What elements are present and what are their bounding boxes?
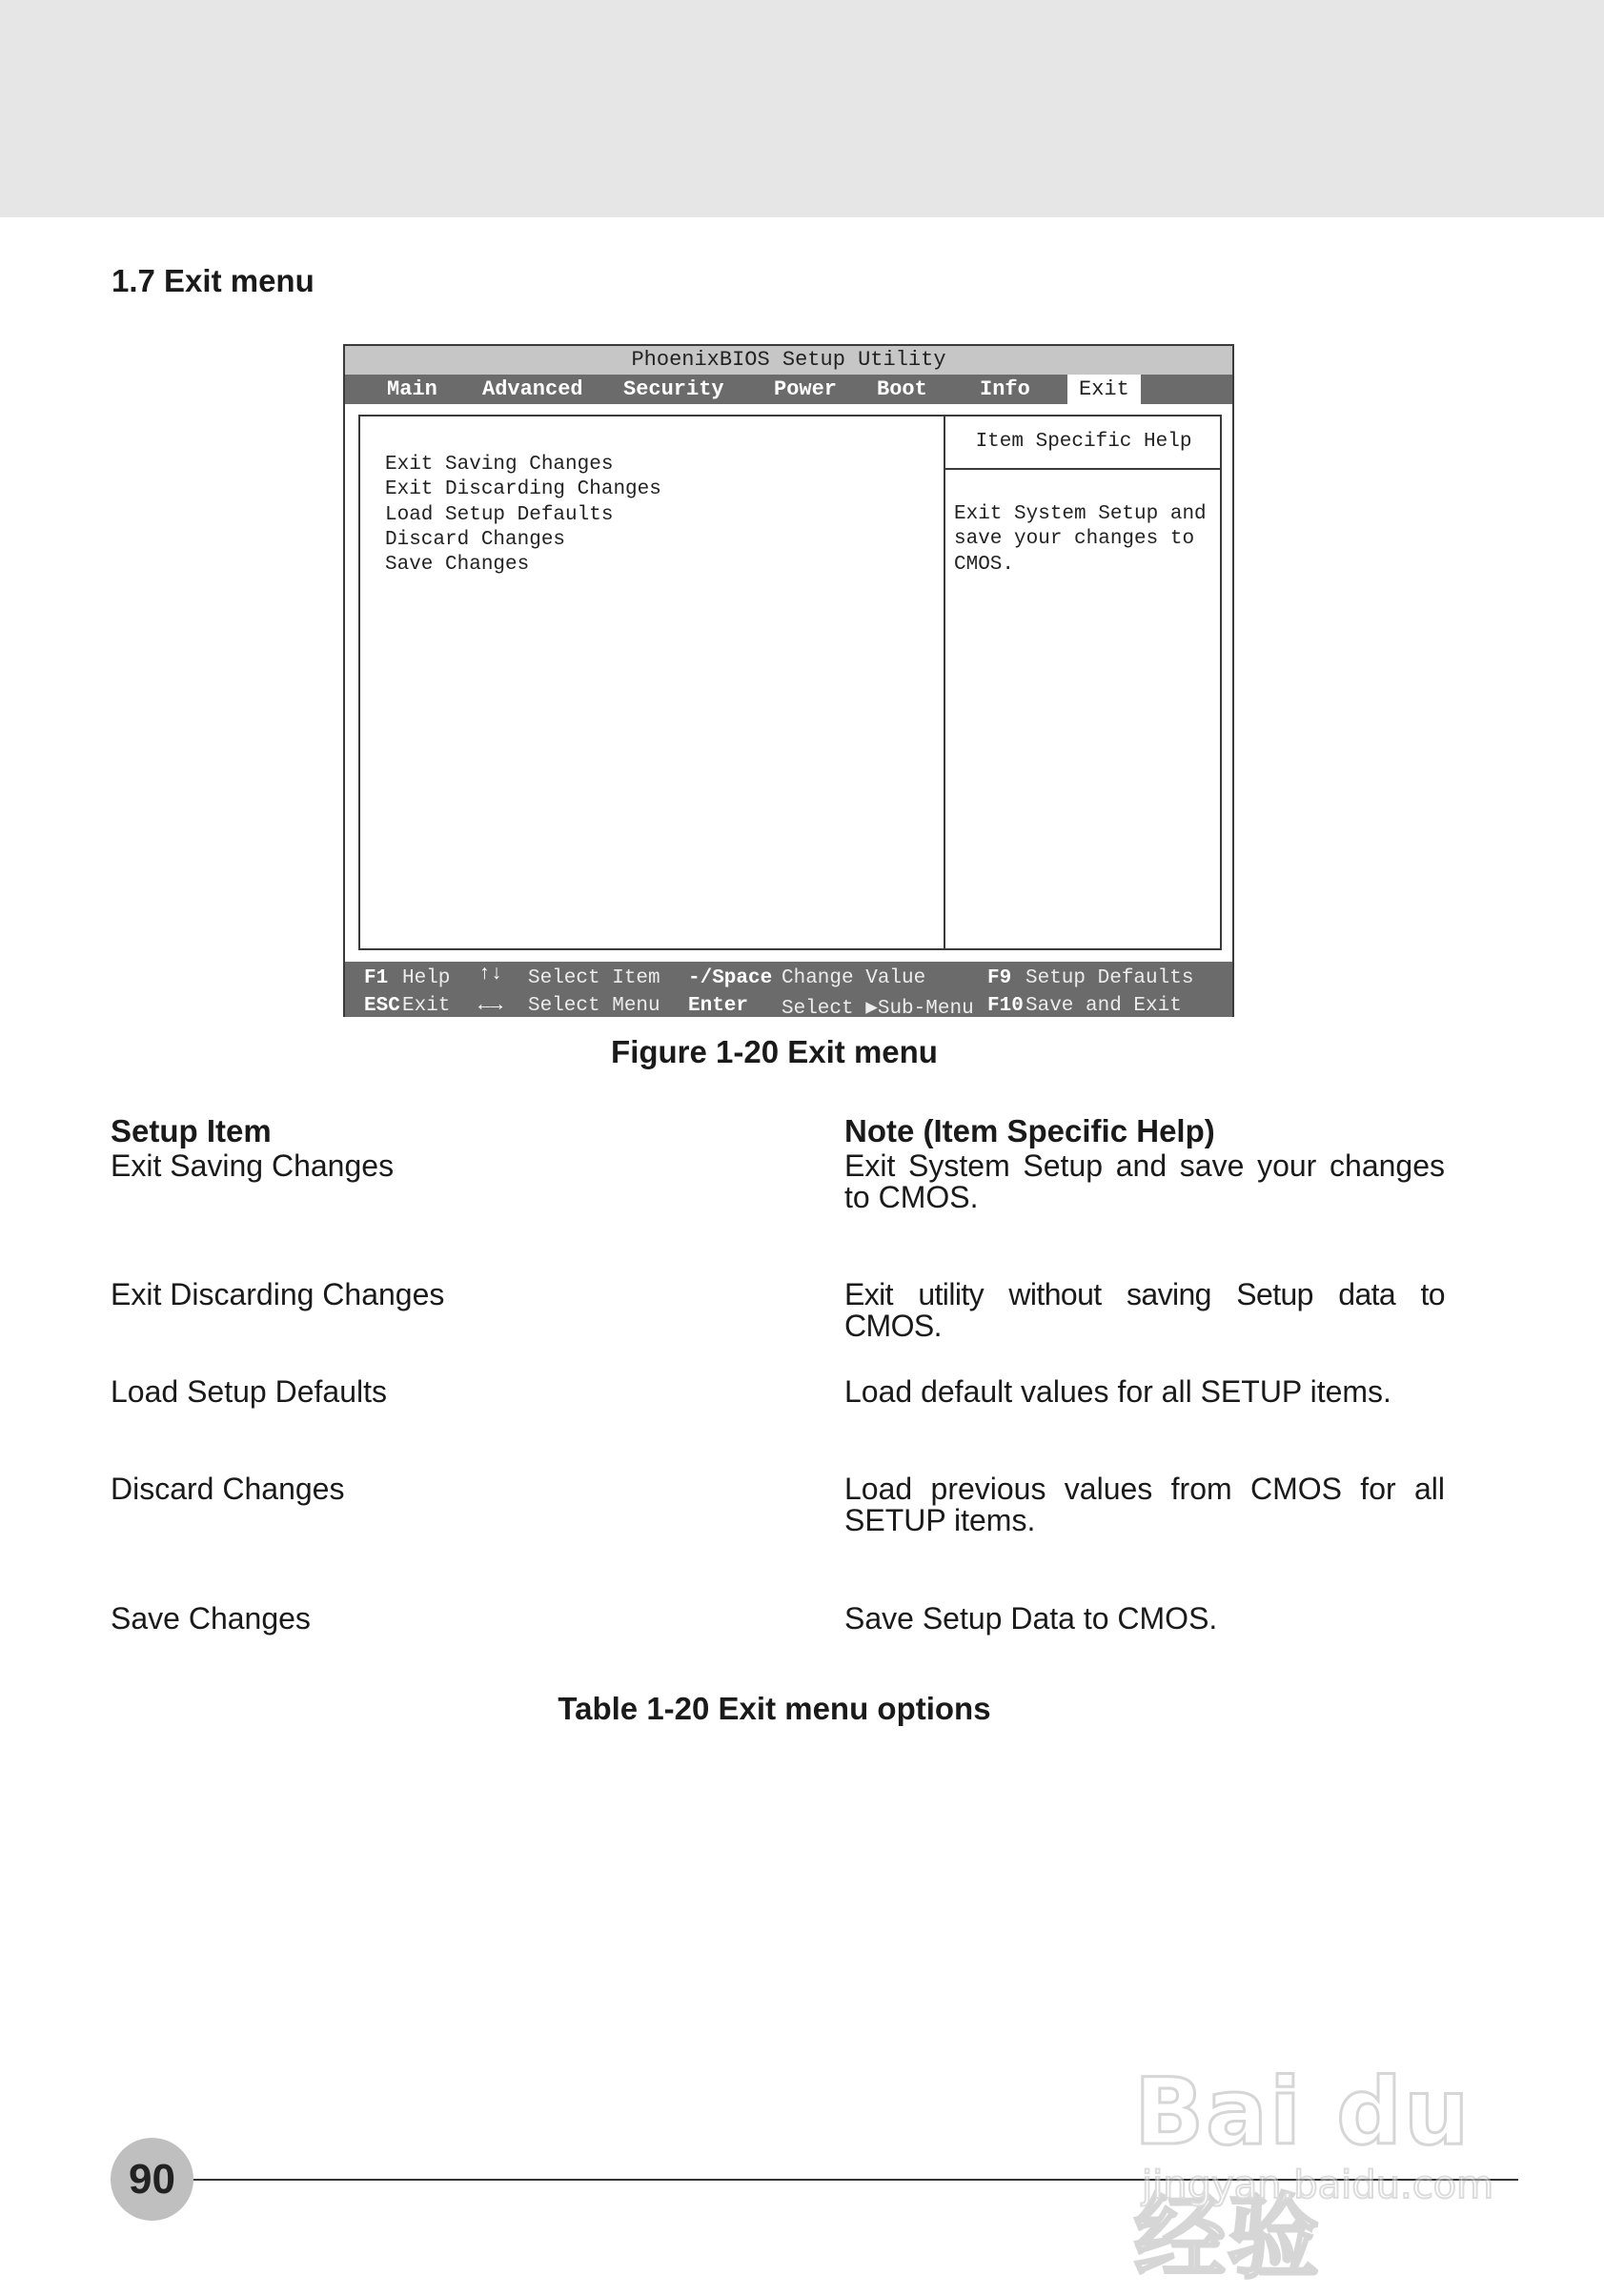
watermark-text: Bai du 经验 <box>1134 2059 1472 2291</box>
bios-panel-divider <box>944 417 945 948</box>
table-row-note: Exit System Setup and save your changes to CMOS. <box>844 1148 1445 1214</box>
bios-option-discard-changes[interactable]: Discard Changes <box>385 528 566 551</box>
key-space: -/Space <box>688 967 773 989</box>
table-row-item: Exit Saving Changes <box>111 1148 395 1183</box>
bios-help-title: Item Specific Help <box>975 431 1192 453</box>
table-row-item: Load Setup Defaults <box>111 1374 387 1409</box>
table-row-item: Save Changes <box>111 1601 311 1636</box>
key-f1: F1 <box>364 967 389 989</box>
bios-help-line: CMOS. <box>954 553 1015 576</box>
bios-option-load-defaults[interactable]: Load Setup Defaults <box>385 503 614 526</box>
bios-option-exit-discarding[interactable]: Exit Discarding Changes <box>385 478 661 501</box>
key-f10: F10 <box>987 995 1024 1017</box>
table-row-note: Load default values for all SETUP items. <box>844 1374 1391 1409</box>
table-row-note: Exit utility without saving Setup data to CMOS. <box>844 1277 1445 1343</box>
header-band <box>0 0 1604 217</box>
bios-menubar <box>345 375 1232 404</box>
bios-menu-exit[interactable]: Exit <box>1067 375 1141 404</box>
table-row-item: Discard Changes <box>111 1472 345 1506</box>
bios-help-line: save your changes to <box>954 528 1195 551</box>
bios-option-exit-saving[interactable]: Exit Saving Changes <box>385 454 614 476</box>
label-change-value: Change Value <box>782 967 926 989</box>
key-esc: ESC <box>364 995 400 1017</box>
label-setup-defaults: Setup Defaults <box>1025 967 1194 989</box>
column-header-note: Note (Item Specific Help) <box>844 1113 1215 1148</box>
table-row-note: Save Setup Data to CMOS. <box>844 1601 1218 1636</box>
bios-statusbar <box>345 962 1232 1020</box>
bios-help-line: Exit System Setup and <box>954 503 1207 525</box>
baidu-watermark <box>1134 2030 1515 2291</box>
watermark-url: jingyan.baidu.com <box>1142 2164 1494 2207</box>
label-exit: Exit <box>402 995 451 1017</box>
bios-main-panel <box>358 415 1222 950</box>
key-enter: Enter <box>688 995 749 1017</box>
bios-menu-main[interactable]: Main <box>387 377 437 401</box>
page-number: 90 <box>111 2138 193 2221</box>
label-save-exit: Save and Exit <box>1025 995 1182 1017</box>
table-caption: Table 1-20 Exit menu options <box>558 1691 991 1726</box>
label-select-submenu: Select ▶Sub-Menu <box>782 998 974 1020</box>
bios-options-list <box>385 453 661 578</box>
column-header-setup-item: Setup Item <box>111 1113 272 1148</box>
bios-title: PhoenixBIOS Setup Utility <box>345 346 1232 375</box>
leftright-arrows-icon: ←→ <box>478 995 503 1017</box>
bios-menu-security[interactable]: Security <box>623 377 724 401</box>
label-select-menu: Select Menu <box>528 995 660 1017</box>
bios-screenshot <box>343 344 1234 1020</box>
table-row-item: Exit Discarding Changes <box>111 1277 445 1311</box>
bios-help-text <box>954 502 1221 578</box>
bios-help-divider <box>945 468 1222 470</box>
bios-menu-boot[interactable]: Boot <box>877 377 927 401</box>
figure-caption: Figure 1-20 Exit menu <box>611 1034 938 1069</box>
key-f9: F9 <box>987 967 1012 989</box>
label-select-item: Select Item <box>528 967 660 989</box>
bios-menu-info[interactable]: Info <box>980 377 1030 401</box>
updown-arrows-icon: ↑↓ <box>478 964 503 985</box>
table-row-note: Load previous values from CMOS for all SETUP items. <box>844 1472 1445 1537</box>
bios-menu-advanced[interactable]: Advanced <box>482 377 583 401</box>
label-help: Help <box>402 967 451 989</box>
bios-menu-power[interactable]: Power <box>774 377 838 401</box>
section-heading: 1.7 Exit menu <box>112 263 315 298</box>
bios-option-save-changes[interactable]: Save Changes <box>385 554 530 577</box>
